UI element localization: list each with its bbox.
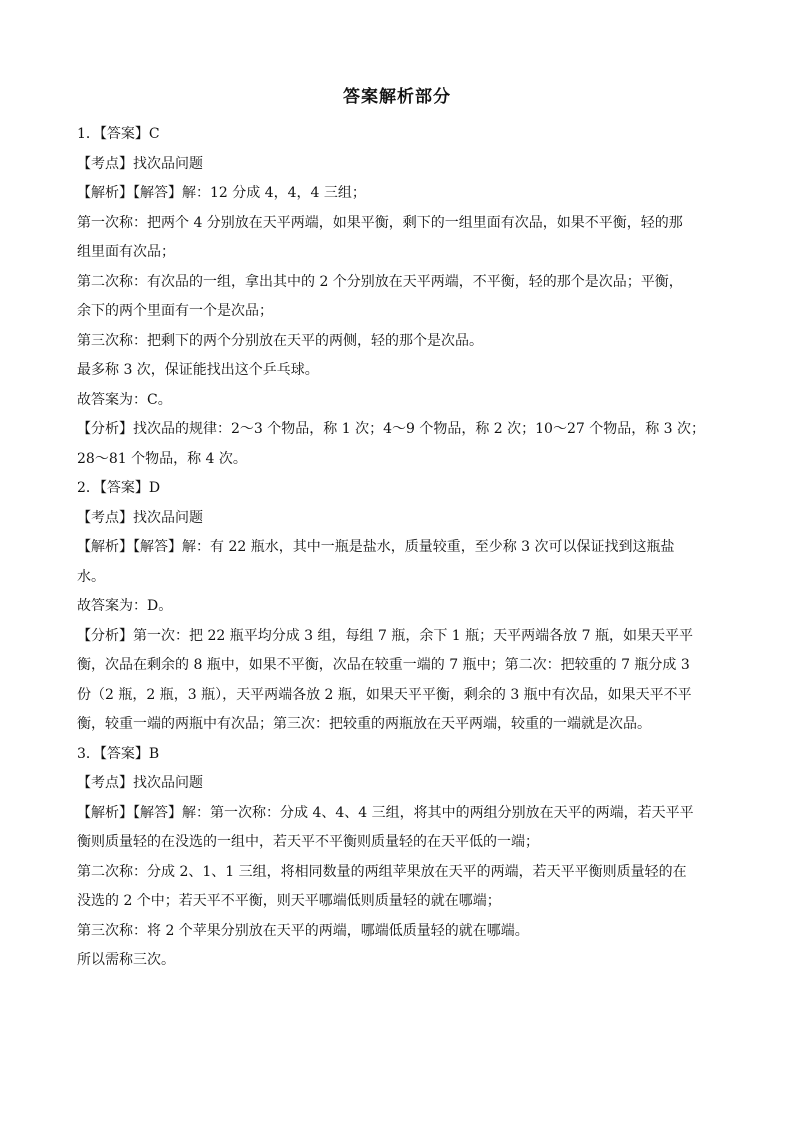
text-line: 第二次称：分成 2、1、1 三组，将相同数量的两组苹果放在天平的两端，若天平平衡则质量轻的在 [77, 863, 687, 880]
text-line: 第一次称：把两个 4 分别放在天平两端，如果平衡，剩下的一组里面有次品，如果不平衡，轻的那 [77, 214, 683, 231]
page-title: 答案解析部分 [343, 87, 451, 107]
text-line: 最多称 3 次，保证能找出这个乒乓球。 [77, 362, 319, 378]
text-line: 28～81 个物品，称 4 次。 [77, 450, 247, 467]
text-line: 【解析】【解答】解：有 22 瓶水，其中一瓶是盐水，质量较重，至少称 3 次可以保证找到这瓶盐 [77, 539, 675, 555]
answer-content [77, 120, 717, 976]
text-line: 【解析】【解答】解：第一次称：分成 4、4、4 三组，将其中的两组分别放在天平的两端，若天平平 [77, 804, 694, 821]
text-line: 第二次称：有次品的一组，拿出其中的 2 个分别放在天平两端，不平衡，轻的那个是次品；平衡， [77, 273, 683, 290]
text-line: 【解析】【解答】解：12 分成 4，4，4 三组； [77, 185, 366, 201]
text-line: 【分析】找次品的规律：2～3 个物品，称 1 次；4～9 个物品，称 2 次；10～27 个物品，称 3 次； [77, 421, 706, 437]
text-line: 没选的 2 个中；若天平不平衡，则天平哪端低则质量轻的就在哪端； [77, 893, 501, 909]
text-line: 衡，次品在剩余的 8 瓶中，如果不平衡，次品在较重一端的 7 瓶中；第二次：把较重的 7 瓶分成 3 [77, 657, 690, 673]
text-line: 衡则质量轻的在没选的一组中，若天平不平衡则质量轻的在天平低的一端； [77, 834, 539, 850]
text-line: 第三次称：把剩下的两个分别放在天平的两侧，轻的那个是次品。 [77, 332, 483, 349]
text-line: 份（2 瓶，2 瓶，3 瓶），天平两端各放 2 瓶，如果天平平衡，剩余的 3 瓶中有次品，如果天平不平 [77, 686, 692, 703]
text-line: 余下的两个里面有一个是次品； [77, 303, 273, 319]
text-line: 故答案为：D。 [77, 598, 173, 614]
text-line: 【分析】第一次：把 22 瓶平均分成 3 组，每组 7 瓶，余下 1 瓶；天平两端各放 7 瓶，如果天平平 [77, 627, 693, 644]
text-line: 【考点】找次品问题 [77, 775, 203, 791]
text-line: 水。 [77, 568, 105, 585]
text-line: 1．【答案】C [77, 126, 160, 142]
text-line: 所以需称三次。 [77, 952, 175, 968]
text-line: 【考点】找次品问题 [77, 155, 203, 172]
text-line: 2．【答案】D [77, 480, 161, 496]
text-line: 衡，较重一端的两瓶中有次品；第三次：把较重的两瓶放在天平两端，较重的一端就是次品。 [77, 716, 651, 732]
text-line: 组里面有次品； [77, 244, 175, 260]
text-line: 第三次称：将 2 个苹果分别放在天平的两端，哪端低质量轻的就在哪端。 [77, 922, 529, 939]
text-line: 故答案为：C。 [77, 391, 172, 408]
text-line: 3．【答案】B [77, 745, 160, 762]
text-line: 【考点】找次品问题 [77, 509, 203, 526]
